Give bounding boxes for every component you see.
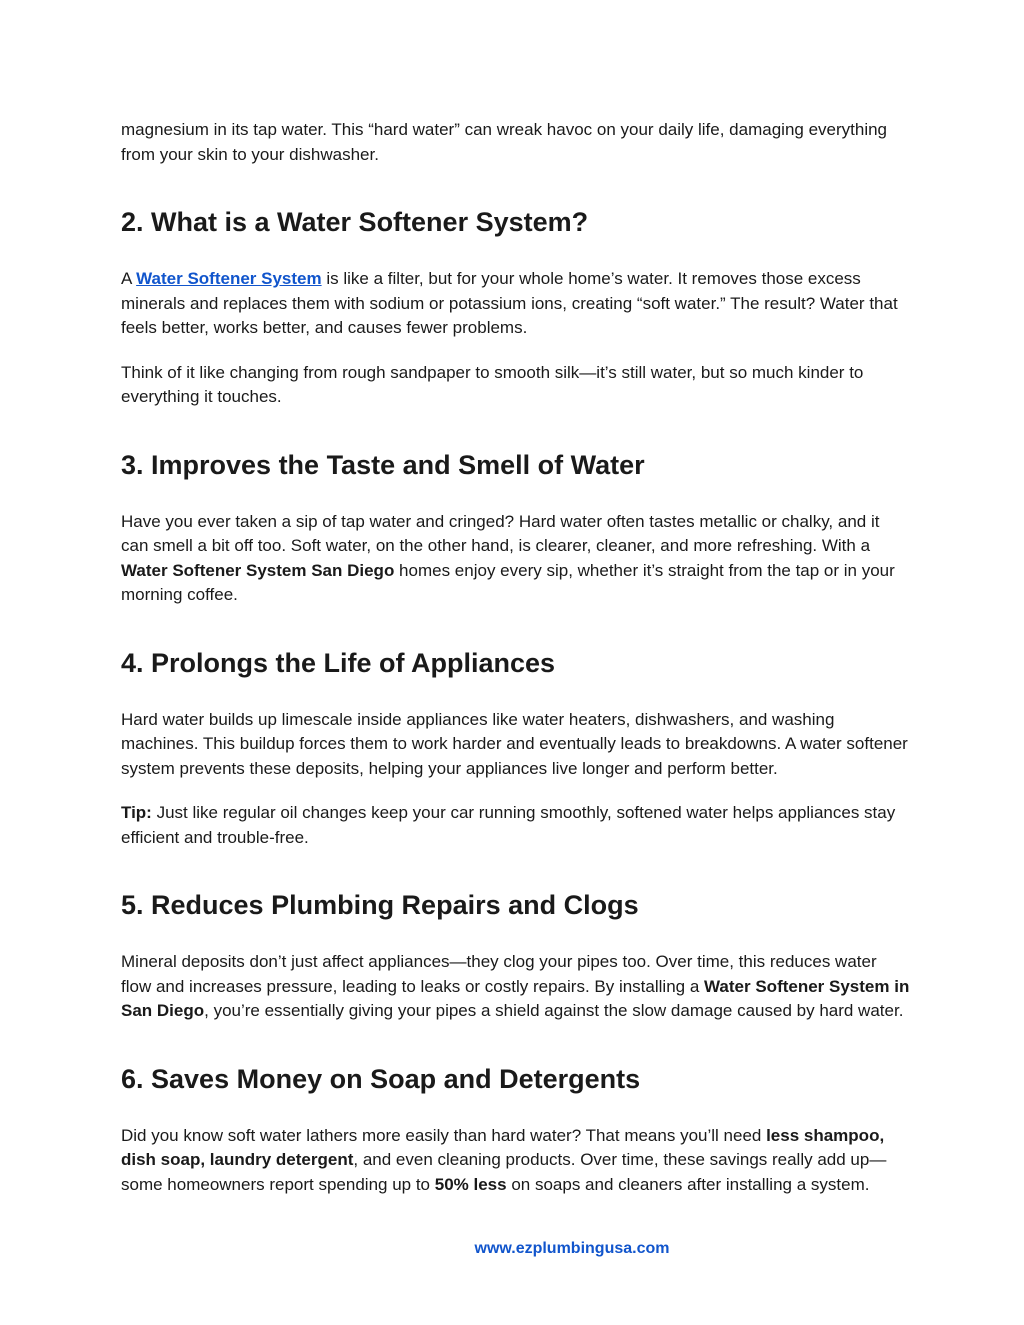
text-segment: Did you know soft water lathers more easily than hard water? That means you’ll need <box>121 1125 767 1145</box>
document-body <box>121 118 911 1197</box>
bold-phrase: Water Softener System San Diego <box>121 560 395 580</box>
text-segment: Mineral deposits don’t just affect appliances—they clog your pipes too. Over time, this reduces water flow and increases pressure, leading to leaks or costly repairs. By installing a <box>121 952 877 996</box>
text-segment: , and even cleaning products. Over time, these savings really add up—some homeowners report spending up to <box>121 1150 887 1194</box>
heading-what-is-water-softener: 2. What is a Water Softener System? <box>121 207 589 237</box>
text-segment: on soaps and cleaners after installing a system. <box>506 1174 870 1194</box>
bold-phrase: less shampoo, dish soap, laundry detergent <box>121 1125 885 1169</box>
text-segment: homes enjoy every sip, whether it’s straight from the tap or in your morning coffee. <box>121 560 895 604</box>
text-segment: Have you ever taken a sip of tap water and cringed? Hard water often tastes metallic or chalky, and it can smell a bit off too. Soft water, on the other hand, is clearer, cleaner, and more refreshing. With a <box>121 511 880 555</box>
text-segment: is like a filter, but for your whole home’s water. It removes those excess minerals and replaces them with sodium or potassium ions, creating “soft water.” The result? Water that feels better, works better, and causes fewer problems. <box>121 269 898 337</box>
bold-phrase: 50% less <box>434 1174 507 1194</box>
heading-saves-money: 6. Saves Money on Soap and Detergents <box>121 1063 641 1094</box>
paragraph-appliances: Hard water builds up limescale inside appliances like water heaters, dishwashers, and washing machines. This buildup forces them to work harder and eventually leads to breakdowns. A water softener system prevents these deposits, helping your appliances live longer and perform better. <box>121 709 908 778</box>
heading-taste-and-smell: 3. Improves the Taste and Smell of Water <box>121 449 645 480</box>
paragraph-water-softener-definition <box>121 267 911 341</box>
paragraph-saves-money <box>121 1124 911 1198</box>
bold-phrase: Water Softener System in San Diego <box>121 976 910 1020</box>
heading-plumbing-repairs: 5. Reduces Plumbing Repairs and Clogs <box>121 890 639 920</box>
footer-website-url[interactable]: www.ezplumbingusa.com <box>474 1240 670 1257</box>
paragraph-plumbing-repairs <box>121 950 911 1024</box>
tip-label: Tip: <box>121 803 152 822</box>
text-segment: , you’re essentially giving your pipes a shield against the slow damage caused by hard water. <box>204 1001 904 1020</box>
water-softener-system-link[interactable]: Water Softener System <box>136 269 322 288</box>
paragraph-taste-and-smell <box>121 510 911 608</box>
paragraph-tip <box>121 801 911 850</box>
text-segment: Just like regular oil changes keep your car running smoothly, softened water helps appliances stay efficient and trouble-free. <box>121 803 896 847</box>
heading-appliances: 4. Prolongs the Life of Appliances <box>121 647 556 678</box>
text-segment: A <box>121 269 137 288</box>
paragraph-sandpaper-analogy: Think of it like changing from rough sandpaper to smooth silk—it’s still water, but so much kinder to everything it touches. <box>121 362 864 406</box>
intro-paragraph: magnesium in its tap water. This “hard water” can wreak havoc on your daily life, damaging everything from your skin to your dishwasher. <box>121 120 888 164</box>
